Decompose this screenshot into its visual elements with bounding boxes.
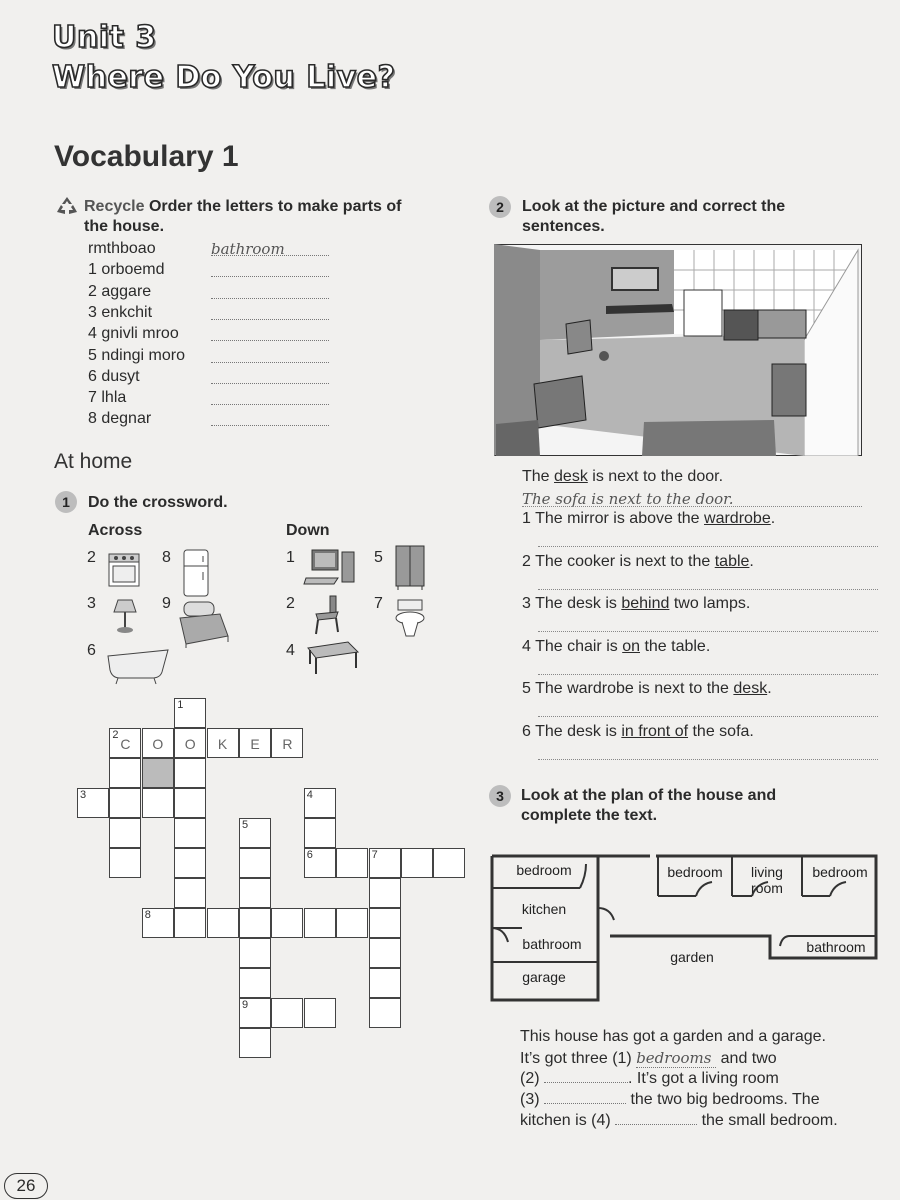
across-clue-number: 2 (87, 549, 96, 566)
word-item (88, 283, 151, 301)
crossword-cell[interactable] (271, 998, 303, 1028)
crossword-cell[interactable] (336, 848, 368, 878)
crossword-cell[interactable] (109, 848, 141, 878)
crossword-cell[interactable] (239, 818, 271, 848)
plan-bedroom-right: bedroom (812, 864, 868, 880)
word-item (88, 389, 126, 407)
cell-letter: R (282, 736, 293, 752)
sentence-end: . (749, 552, 754, 570)
recycle-instruction-line2: the house. (84, 218, 165, 235)
word-item-number: 7 (88, 389, 97, 407)
crossword-cell[interactable] (304, 998, 336, 1028)
cell-letter: O (152, 736, 164, 752)
word-item-number: 1 (88, 261, 97, 279)
answer-field[interactable] (211, 412, 329, 426)
sentence-end: the table. (640, 637, 711, 655)
example-underlined: desk (554, 468, 588, 485)
plan-bathroom-right: bathroom (806, 939, 866, 955)
word-item-number: 4 (88, 325, 97, 343)
exercise-1-instruction: Do the crossword. (88, 494, 228, 511)
correction-line[interactable] (538, 716, 878, 717)
sentence-underlined: on (622, 637, 640, 655)
crossword-cell[interactable] (433, 848, 465, 878)
answer-1-field[interactable]: bedrooms (636, 1049, 716, 1068)
example-answer-line (522, 506, 862, 507)
crossword-cell[interactable] (369, 998, 401, 1028)
answer-field[interactable] (211, 391, 329, 405)
down-clue-number: 7 (374, 595, 383, 612)
sentence-text: The cooker is next to the (535, 552, 715, 570)
house-plan (490, 854, 880, 1002)
across-clue-number: 6 (87, 642, 96, 659)
crossword-cell[interactable] (369, 908, 401, 938)
crossword-cell[interactable] (174, 848, 206, 878)
correction-line[interactable] (538, 674, 878, 675)
example-prefix: The (522, 468, 555, 485)
sentence-text: The mirror is above the (535, 510, 705, 527)
lamp-icon (110, 598, 140, 641)
sentence-number: 1 (522, 510, 531, 527)
sentence-item (522, 595, 750, 613)
crossword-cell[interactable] (174, 758, 206, 788)
sentence-underlined: behind (621, 595, 670, 612)
word-item (88, 240, 156, 258)
recycle-icon (54, 195, 80, 217)
sentence-end: . (767, 680, 772, 697)
answer-field[interactable] (211, 370, 329, 384)
answer-field[interactable] (211, 327, 329, 341)
plan-bedroom-left: bedroom (516, 862, 572, 878)
crossword-cell[interactable] (142, 758, 174, 788)
crossword-cell[interactable] (239, 938, 271, 968)
crossword-cell[interactable] (304, 848, 336, 878)
scrambled-word: aggare (101, 282, 152, 300)
text-line-5 (520, 1112, 838, 1130)
exercise-2-line1: Look at the picture and correct the (522, 198, 786, 215)
crossword-cell[interactable] (239, 968, 271, 998)
across-clue-number: 8 (162, 549, 171, 566)
crossword-cell[interactable] (369, 968, 401, 998)
sentence-end: . (770, 510, 776, 527)
down-clue-number: 4 (286, 642, 295, 659)
cell-letter: K (217, 736, 228, 752)
example-answer: The sofa is next to the door. (522, 490, 734, 508)
answer-3-field[interactable] (544, 1092, 626, 1104)
crossword-cell[interactable] (369, 938, 401, 968)
cell-letter: C (120, 736, 131, 752)
answer-field[interactable]: bathroom (211, 242, 329, 256)
word-item (88, 304, 152, 322)
cell-clue-number: 5 (242, 819, 249, 831)
word-item-number: 3 (88, 303, 97, 321)
plan-bathroom-left: bathroom (522, 936, 582, 952)
exercise-3-line1: Look at the plan of the house and (521, 787, 777, 804)
crossword-cell[interactable] (239, 1028, 271, 1058)
recycle-instruction-line1: Order the letters to make parts of (148, 198, 402, 215)
sentence-number: 6 (522, 722, 531, 740)
crossword-cell[interactable] (336, 908, 368, 938)
plan-garden: garden (670, 949, 714, 965)
cell-clue-number: 7 (371, 849, 378, 861)
text-line-2b: and two (716, 1050, 777, 1067)
crossword-cell[interactable] (109, 788, 141, 818)
cell-clue-number: 6 (306, 849, 313, 861)
crossword-cell[interactable] (304, 908, 336, 938)
recycle-label: Recycle (84, 198, 145, 215)
crossword-cell[interactable] (271, 908, 303, 938)
crossword-cell[interactable] (304, 788, 336, 818)
crossword-cell[interactable] (369, 878, 401, 908)
unit-title: Unit 3 (52, 20, 157, 55)
example-suffix: is next to the door. (587, 468, 724, 485)
word-item-number: rmthboao (88, 240, 156, 257)
crossword-cell[interactable] (207, 908, 239, 938)
down-clue-number: 2 (286, 595, 295, 612)
text-line-3a: (2) (520, 1070, 544, 1087)
word-item (88, 347, 185, 365)
crossword-cell[interactable] (174, 728, 206, 758)
at-home-heading: At home (54, 450, 133, 473)
sentence-item (522, 638, 710, 656)
sentence-number: 5 (522, 680, 531, 697)
correction-line[interactable] (538, 589, 878, 590)
plan-living-room (734, 864, 800, 896)
exercise-3-line2: complete the text. (521, 807, 658, 824)
crossword-cell[interactable] (174, 698, 206, 728)
crossword-cell[interactable] (239, 878, 271, 908)
word-item (88, 325, 179, 343)
fridge-icon (180, 548, 212, 603)
crossword-cell[interactable] (271, 728, 303, 758)
word-item-number: 2 (88, 282, 97, 300)
crossword-cell[interactable] (174, 908, 206, 938)
sentence-number: 2 (522, 552, 531, 570)
cell-clue-number: 1 (177, 699, 184, 711)
recycle-instruction (84, 197, 464, 237)
sentence-underlined: wardrobe (704, 510, 771, 527)
correction-line[interactable] (538, 631, 878, 632)
crossword-cell[interactable] (401, 848, 433, 878)
sentence-number: 4 (522, 637, 531, 655)
down-clue-number: 5 (374, 549, 383, 566)
crossword-cell[interactable] (304, 818, 336, 848)
word-item-number: 6 (88, 367, 97, 385)
crossword-cell[interactable] (109, 728, 141, 758)
computer-icon (302, 546, 358, 593)
sentence-underlined: table (714, 552, 750, 570)
bathtub-icon (104, 642, 172, 691)
page-number: 26 (4, 1173, 48, 1199)
text-line-4a: (3) (520, 1091, 544, 1108)
scrambled-word: enkchit (101, 303, 153, 321)
sentence-end: the sofa. (688, 722, 754, 740)
cell-clue-number: 8 (144, 909, 151, 921)
across-clue-number: 3 (87, 595, 96, 612)
unit-subtitle: Where Do You Live? (52, 60, 396, 95)
wardrobe-icon (392, 544, 428, 595)
section-title: Vocabulary 1 (54, 140, 239, 173)
exercise-3-instruction (521, 786, 881, 826)
exercise-1-badge: 1 (55, 491, 77, 513)
answer-field[interactable] (211, 306, 329, 320)
sentence-item (522, 680, 772, 698)
example-sentence (522, 468, 723, 486)
text-line-2a: It’s got three (1) (520, 1050, 637, 1067)
answer-field[interactable] (211, 285, 329, 299)
crossword-cell[interactable] (239, 728, 271, 758)
scrambled-word: dusyt (101, 367, 140, 385)
room-illustration (494, 244, 862, 456)
cell-clue-number: 4 (306, 789, 313, 801)
crossword-cell[interactable] (109, 758, 141, 788)
text-line-4 (520, 1091, 820, 1109)
plan-living-line2: room (751, 880, 783, 896)
plan-kitchen: kitchen (521, 901, 567, 917)
sentence-text: The chair is (535, 637, 623, 655)
across-clue-number: 9 (162, 595, 171, 612)
cell-clue-number: 3 (80, 789, 87, 801)
cooker-icon (106, 548, 142, 593)
toilet-icon (392, 598, 428, 645)
exercise-2-instruction (522, 197, 882, 237)
word-item (88, 368, 140, 386)
word-item-number: 5 (88, 346, 97, 364)
answer-field[interactable] (211, 349, 329, 363)
text-line-3 (520, 1070, 779, 1088)
text-line-4b: the two big bedrooms. The (626, 1091, 820, 1108)
sentence-text: The desk is (535, 722, 622, 740)
cell-clue-number: 9 (242, 999, 249, 1011)
crossword-cell[interactable] (369, 848, 401, 878)
crossword-cell[interactable] (142, 788, 174, 818)
crossword-cell[interactable] (239, 998, 271, 1028)
sentence-item (522, 510, 775, 528)
cell-letter: E (250, 736, 260, 752)
bed-icon (176, 600, 230, 655)
plan-living-line1: living (751, 864, 783, 880)
text-line-1: This house has got a garden and a garage. (520, 1028, 826, 1045)
down-clue-number: 1 (286, 549, 295, 566)
exercise-2-line2: sentences. (522, 218, 605, 235)
word-item (88, 261, 165, 279)
crossword-cell[interactable] (207, 728, 239, 758)
scrambled-word: lhla (101, 389, 127, 407)
sentence-underlined: desk (733, 680, 768, 697)
text-line-5a: kitchen is (4) (520, 1112, 616, 1129)
plan-garage: garage (522, 969, 566, 985)
text-line-5b: the small bedroom. (697, 1112, 838, 1129)
crossword-cell[interactable] (142, 908, 174, 938)
sentence-text: The wardrobe is next to the (535, 680, 734, 697)
answer-field[interactable] (211, 263, 329, 277)
sentence-text: The desk is (535, 595, 622, 612)
crossword-cell[interactable] (174, 818, 206, 848)
down-heading: Down (286, 522, 330, 539)
sentence-number: 3 (522, 595, 531, 612)
cell-letter: O (184, 736, 196, 752)
exercise-2-badge: 2 (489, 196, 511, 218)
crossword-cell[interactable] (142, 728, 174, 758)
chair-icon (310, 594, 346, 641)
sentence-underlined: in front of (621, 722, 689, 740)
scrambled-word: ndingi moro (101, 346, 185, 364)
text-line-3b: . It’s got a living room (628, 1070, 779, 1087)
answer-2-field[interactable] (544, 1071, 628, 1083)
sentence-item (522, 723, 754, 741)
sentence-item (522, 553, 754, 571)
scrambled-word: gnivli mroo (101, 325, 179, 343)
text-line-2 (520, 1049, 777, 1068)
scrambled-word: orboemd (101, 261, 165, 279)
word-item (88, 410, 151, 428)
plan-bedroom-middle: bedroom (667, 864, 723, 880)
crossword-cell[interactable] (174, 788, 206, 818)
crossword-cell[interactable] (109, 818, 141, 848)
answer-4-field[interactable] (615, 1113, 697, 1125)
exercise-3-badge: 3 (489, 785, 511, 807)
crossword-cell[interactable] (174, 878, 206, 908)
scrambled-word: degnar (101, 410, 152, 428)
crossword-cell[interactable] (239, 908, 271, 938)
crossword-cell[interactable] (77, 788, 109, 818)
crossword-cell[interactable] (239, 848, 271, 878)
correction-line[interactable] (538, 759, 878, 760)
cell-clue-number: 2 (112, 729, 119, 741)
word-item-number: 8 (88, 410, 97, 428)
correction-line[interactable] (538, 546, 878, 547)
sentence-end: two lamps. (669, 595, 751, 612)
across-heading: Across (88, 522, 143, 539)
table-icon (304, 638, 360, 683)
